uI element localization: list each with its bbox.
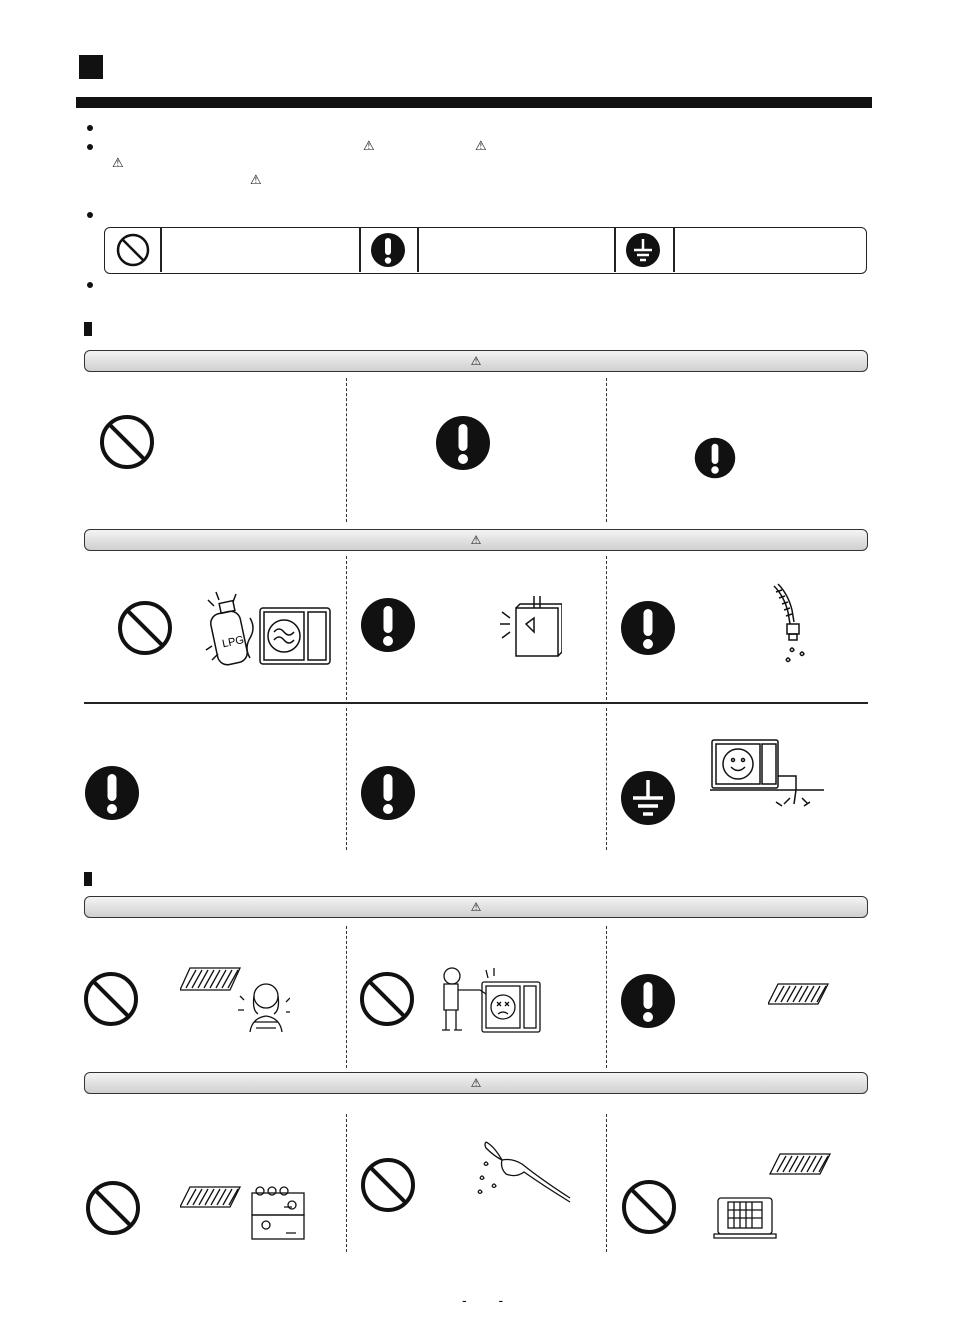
caution-triangle-icon: ⚠	[470, 1076, 482, 1090]
lpg-label: LPG	[221, 633, 246, 651]
bullet-1	[87, 125, 93, 131]
wet-hand-illustration	[472, 1138, 576, 1218]
food-storage-illustration	[180, 1185, 310, 1243]
prohibition-icon	[115, 232, 151, 268]
mandatory-icon	[360, 597, 416, 653]
bullet-2	[87, 144, 93, 150]
prohibition-icon	[621, 1179, 677, 1235]
symbol-legend	[104, 227, 867, 274]
prohibition-icon	[360, 1157, 416, 1213]
circuit-breaker-illustration	[496, 594, 562, 660]
warning-triangle-icon: ⚠	[470, 900, 482, 914]
mandatory-icon	[360, 765, 416, 821]
caution-triangle-icon: ⚠	[250, 172, 262, 187]
section-marker	[84, 322, 92, 336]
heater-under-airflow-illustration	[712, 1152, 834, 1242]
header-rule	[76, 97, 872, 108]
prohibition-icon	[83, 971, 139, 1027]
caution-triangle-icon: ⚠	[470, 533, 482, 547]
earth-ground-icon	[625, 232, 661, 268]
air-flow-grille-illustration	[768, 982, 830, 1006]
page-number: - -	[462, 1292, 518, 1308]
bullet-3	[87, 212, 93, 218]
warning-triangle-icon: ⚠	[363, 138, 375, 153]
caution-banner	[84, 529, 868, 551]
warning-banner	[84, 896, 868, 918]
caution-triangle-icon: ⚠	[475, 138, 487, 153]
mandatory-icon	[84, 765, 140, 821]
leaking-hose-illustration	[770, 580, 814, 670]
lpg-cylinder-near-unit-illustration	[200, 588, 335, 670]
section-marker	[84, 872, 92, 886]
child-poking-unit-illustration	[436, 964, 546, 1036]
caution-banner	[84, 1072, 868, 1094]
earth-ground-icon	[620, 770, 676, 826]
bullet-4	[87, 282, 93, 288]
warning-triangle-icon: ⚠	[112, 155, 124, 170]
mandatory-icon	[435, 415, 491, 471]
section-title-marker	[79, 55, 103, 79]
warning-triangle-icon: ⚠	[470, 354, 482, 368]
cold-air-person-illustration	[180, 966, 290, 1038]
grounded-unit-illustration	[706, 736, 826, 818]
prohibition-icon	[359, 971, 415, 1027]
prohibition-icon	[117, 600, 173, 656]
mandatory-icon	[694, 437, 736, 479]
mandatory-icon	[370, 232, 406, 268]
prohibition-icon	[99, 414, 155, 470]
mandatory-icon	[620, 973, 676, 1029]
prohibition-icon	[85, 1180, 141, 1236]
warning-banner	[84, 350, 868, 372]
mandatory-icon	[620, 600, 676, 656]
